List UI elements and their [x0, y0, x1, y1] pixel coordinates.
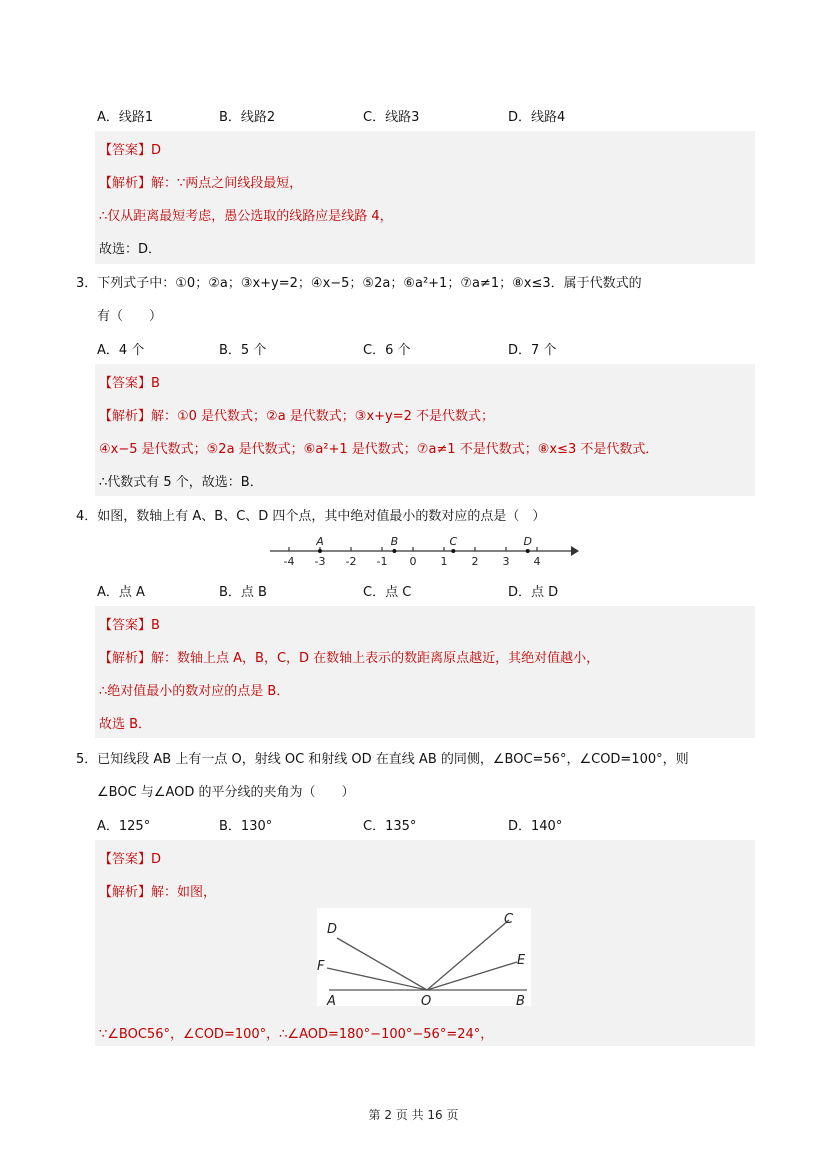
- page-footer: 第 2 页 共 16 页: [368, 1108, 459, 1122]
- q2-answer-box: [95, 131, 755, 264]
- number-line-tick-label: 1: [440, 555, 448, 568]
- q4-number-line: [265, 532, 585, 572]
- q5-option-b: B．130°: [219, 819, 273, 834]
- q2-analysis-1: 【解析】解：∵两点之间线段最短，: [99, 176, 303, 191]
- q3-option-b: B．5 个: [219, 343, 267, 358]
- q4-option-a: A．点 A: [97, 585, 145, 600]
- q5-angle-figure: [317, 908, 531, 1006]
- label-b: B: [516, 994, 525, 1006]
- label-e: E: [517, 953, 526, 968]
- q2-option-c: C．线路3: [363, 110, 420, 125]
- q5-analysis-1: 【解析】解：如图，: [99, 885, 217, 900]
- q3-answer: 【答案】B: [99, 376, 160, 391]
- q2-analysis-2: ∴仅从距离最短考虑，愚公选取的线路应是线路 4，: [99, 209, 393, 224]
- q3-stem-line1: 3．下列式子中：①0；②a；③x+y=2；④x−5；⑤2a；⑥a²+1；⑦a≠1；⑧x≤3．属于代数式的: [76, 276, 642, 291]
- q3-stem-line2: 有（ ）: [97, 309, 163, 324]
- q2-option-b: B．线路2: [219, 110, 276, 125]
- label-o: O: [421, 994, 432, 1006]
- number-line-tick-label: 4: [533, 555, 541, 568]
- q3-option-a: A．4 个: [97, 343, 145, 358]
- number-line-arrow: [571, 546, 579, 556]
- number-line-label-a: A: [316, 535, 324, 548]
- number-line-tick-label: -2: [345, 555, 357, 568]
- q3-option-c: C．6 个: [363, 343, 411, 358]
- number-line-tick-label: 3: [502, 555, 510, 568]
- q5-stem-line2: ∠BOC 与∠AOD 的平分线的夹角为（ ）: [97, 785, 355, 800]
- number-line-point-a: [318, 549, 322, 553]
- q4-analysis-1: 【解析】解：数轴上点 A，B，C，D 在数轴上表示的数距离原点越近，其绝对值越小，: [99, 651, 600, 666]
- q5-analysis-2: ∵∠BOC56°，∠COD=100°，∴∠AOD=180°−100°−56°=24°，: [99, 1027, 494, 1042]
- label-a: A: [327, 994, 336, 1006]
- q3-option-d: D．7 个: [508, 343, 557, 358]
- q5-option-c: C．135°: [363, 819, 417, 834]
- ray-od: [337, 938, 427, 990]
- label-f: F: [317, 959, 325, 974]
- q4-answer-box: [95, 606, 755, 738]
- number-line-point-b: [392, 549, 396, 553]
- q4-answer: 【答案】B: [99, 618, 160, 633]
- q4-option-c: C．点 C: [363, 585, 412, 600]
- q5-option-d: D．140°: [508, 819, 563, 834]
- q4-analysis-3: 故选 B．: [99, 717, 152, 732]
- q3-analysis-3: ∴代数式有 5 个，故选：B．: [99, 475, 263, 490]
- q5-answer: 【答案】D: [99, 852, 162, 867]
- q4-analysis-2: ∴绝对值最小的数对应的点是 B．: [99, 684, 290, 699]
- q2-option-a: A．线路1: [97, 110, 154, 125]
- q4-option-b: B．点 B: [219, 585, 267, 600]
- q2-analysis-3: 故选：D．: [99, 242, 162, 257]
- number-line-point-c: [451, 549, 455, 553]
- ray-oc: [427, 920, 509, 990]
- q3-analysis-2: ④x−5 是代数式；⑤2a 是代数式；⑥a²+1 是代数式；⑦a≠1 不是代数式；⑧x≤3 不是代数式．: [99, 442, 659, 457]
- number-line-label-d: D: [523, 535, 532, 548]
- q4-stem: 4．如图，数轴上有 A、B、C、D 四个点，其中绝对值最小的数对应的点是（ ）: [76, 509, 546, 524]
- q2-answer: 【答案】D: [99, 143, 162, 158]
- number-line-tick-label: -4: [283, 555, 295, 568]
- q3-analysis-1: 【解析】解：①0 是代数式；②a 是代数式；③x+y=2 不是代数式；: [99, 409, 495, 424]
- label-d: D: [327, 922, 338, 937]
- q5-option-a: A．125°: [97, 819, 151, 834]
- number-line-tick-label: 0: [409, 555, 417, 568]
- q5-answer-box: [95, 840, 755, 1046]
- number-line-label-b: B: [390, 535, 399, 548]
- number-line-tick-label: -1: [376, 555, 388, 568]
- label-c: C: [504, 912, 514, 927]
- ray-oe: [427, 962, 517, 990]
- q2-option-d: D．线路4: [508, 110, 566, 125]
- ray-of: [327, 968, 427, 990]
- q5-stem-line1: 5．已知线段 AB 上有一点 O，射线 OC 和射线 OD 在直线 AB 的同侧，∠BOC=56°，∠COD=100°，则: [76, 752, 689, 767]
- q4-option-d: D．点 D: [508, 585, 559, 600]
- number-line-tick-label: 2: [471, 555, 479, 568]
- number-line-point-d: [526, 549, 530, 553]
- number-line-label-c: C: [449, 535, 458, 548]
- q3-answer-box: [95, 364, 755, 496]
- number-line-tick-label: -3: [314, 555, 326, 568]
